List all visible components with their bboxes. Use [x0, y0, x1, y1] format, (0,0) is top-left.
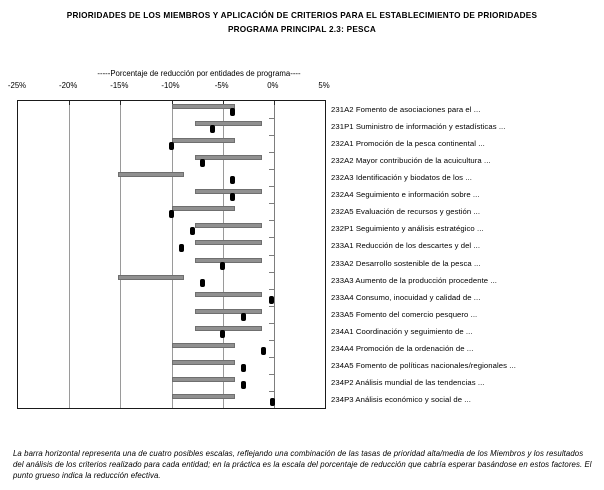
value-axis-tick [274, 101, 275, 105]
effective-reduction-marker [230, 193, 235, 201]
x-tick-label: -5% [214, 81, 229, 90]
effective-reduction-marker [220, 330, 225, 338]
x-tick-label: -25% [7, 81, 27, 90]
category-axis-tick [269, 323, 274, 324]
category-axis-tick [269, 340, 274, 341]
category-axis-tick [269, 169, 274, 170]
effective-reduction-marker [241, 381, 246, 389]
category-label: 232A4 Seguimiento e información sobre ... [331, 190, 480, 200]
effective-reduction-marker [269, 296, 274, 304]
scale-bar [118, 275, 183, 280]
effective-reduction-marker [230, 176, 235, 184]
value-axis-tick [120, 101, 121, 105]
category-label: 233A1 Reducción de los descartes y del ... [331, 241, 481, 251]
category-label: 233A3 Aumento de la producción procedente ... [331, 275, 498, 285]
scale-bar [172, 360, 235, 365]
effective-reduction-marker [241, 313, 246, 321]
effective-reduction-marker [230, 108, 235, 116]
value-axis-tick [69, 101, 70, 105]
category-axis-tick [269, 289, 274, 290]
scale-bar [195, 326, 262, 331]
chart-main-title: PRIORIDADES DE LOS MIEMBROS Y APLICACIÓN DE CRITERIOS PARA EL ESTABLECIMIENTO DE PRIORIDADES [66, 11, 538, 20]
category-label: 231P1 Suministro de información y estadísticas ... [331, 122, 506, 132]
category-label: 232A1 Promoción de la pesca continental ... [331, 139, 485, 149]
x-tick-label: -20% [59, 81, 78, 90]
category-axis-tick [269, 357, 274, 358]
effective-reduction-marker [270, 398, 275, 406]
effective-reduction-marker [179, 244, 184, 252]
effective-reduction-marker [200, 159, 205, 167]
scale-bar [172, 377, 235, 382]
effective-reduction-marker [210, 125, 215, 133]
scale-bar [172, 206, 235, 211]
category-label: 234P2 Análisis mundial de las tendencias ... [331, 377, 485, 387]
effective-reduction-marker [241, 364, 246, 372]
effective-reduction-marker [169, 210, 174, 218]
chart-subtitle: PROGRAMA PRINCIPAL 2.3: PESCA [227, 25, 377, 34]
scale-bar [118, 172, 183, 177]
x-tick-label: -15% [110, 81, 129, 90]
x-tick-label: 5% [318, 81, 330, 90]
scale-bar [195, 155, 262, 160]
scale-bar [195, 121, 262, 126]
category-label: 233A2 Desarrollo sostenible de la pesca ... [331, 258, 481, 268]
effective-reduction-marker [261, 347, 266, 355]
category-label: 234A1 Coordinación y seguimiento de ... [331, 326, 473, 336]
scale-bar [195, 240, 262, 245]
category-label: 231A2 Fomento de asociaciones para el ... [331, 105, 481, 114]
category-axis-tick [269, 186, 274, 187]
category-axis-tick [269, 152, 274, 153]
category-label: 234A4 Promoción de la ordenación de ... [331, 343, 474, 353]
grid-line [120, 101, 121, 408]
category-label: 234A5 Fomento de políticas nacionales/regionales ... [331, 360, 516, 370]
x-tick-label: -10% [161, 81, 180, 90]
scale-bar [195, 258, 262, 263]
category-axis-tick [269, 203, 274, 204]
x-axis-title: -----Porcentaje de reducción por entidades de programa---- [97, 69, 301, 78]
category-axis-tick [269, 255, 274, 256]
category-axis-tick [269, 118, 274, 119]
scale-bar [195, 189, 262, 194]
effective-reduction-marker [190, 227, 195, 235]
effective-reduction-marker [200, 279, 205, 287]
grid-line [69, 101, 70, 408]
zero-axis-line [274, 101, 275, 408]
category-axis-tick [269, 220, 274, 221]
scale-bar [195, 309, 262, 314]
category-axis-tick [269, 272, 274, 273]
category-label: 232A3 Identificación y biodatos de los ... [331, 173, 472, 183]
x-tick-label: 0% [267, 81, 279, 90]
category-label: 232P1 Seguimiento y análisis estratégico ... [331, 224, 484, 234]
scale-bar [172, 138, 235, 143]
category-label: 232A5 Evaluación de recursos y gestión ... [331, 207, 481, 217]
category-label: 234P3 Análisis económico y social de ... [331, 394, 471, 404]
scale-bar [172, 104, 235, 109]
footnote: La barra horizontal representa una de cuatro posibles escalas, reflejando una combinación de las tasas de prioridad alta/media de los Miembros y los resultados del análisis de los criterios realizado para cada entidad; en la práctica es la escala del porcentaje de reducción que cabría esperar basándose en estos factores. El punto grueso indica la reducción efectiva. [13, 449, 592, 481]
plot-area [17, 100, 326, 409]
category-axis-tick [269, 237, 274, 238]
effective-reduction-marker [169, 142, 174, 150]
category-label: 233A5 Fomento del comercio pesquero ... [331, 309, 478, 319]
x-axis-tick-labels [0, 81, 604, 91]
category-axis-tick [269, 391, 274, 392]
scale-bar [195, 223, 262, 228]
scale-bar [195, 292, 262, 297]
category-axis-tick [269, 135, 274, 136]
category-label: 233A4 Consumo, inocuidad y calidad de ... [331, 292, 481, 302]
category-label: 232A2 Mayor contribución de la acuicultura ... [331, 156, 491, 166]
category-labels-column [331, 100, 601, 408]
scale-bar [172, 343, 235, 348]
scale-bar [172, 394, 235, 399]
effective-reduction-marker [220, 262, 225, 270]
category-axis-tick [269, 306, 274, 307]
category-axis-tick [269, 374, 274, 375]
